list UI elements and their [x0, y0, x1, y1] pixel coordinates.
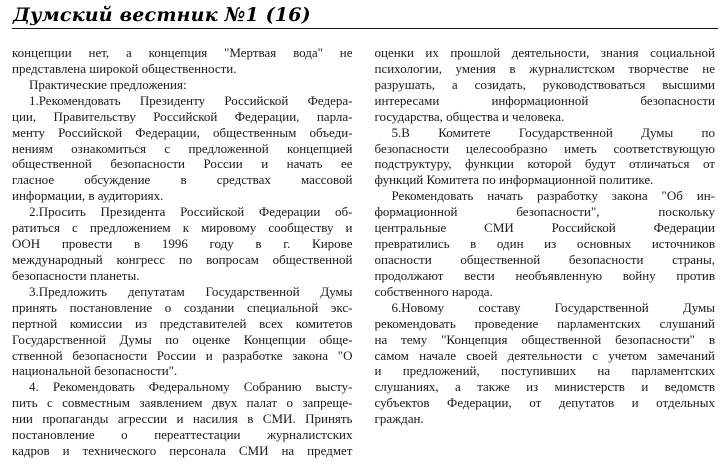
article-columns [0, 45, 728, 459]
text-line: 5.В Комитете Государственной Думы по [391, 124, 715, 140]
masthead [0, 0, 728, 26]
text-line: подструктуру, функции которой будут отличаться от [374, 156, 715, 172]
text-line: нии пропаганды агрессии и насилия в СМИ. Принять [12, 411, 353, 427]
text-line: и предложений, поступивших на парламентских [374, 363, 715, 379]
text-line: продолжают вести необъявленную войну против [374, 267, 715, 283]
text-line: центральные СМИ Российской Федерации [374, 220, 715, 236]
text-line: интересами информационной безопасности [374, 92, 715, 108]
text-line: 1.Рекомендовать Президенту Российской Федера- [29, 92, 353, 108]
text-line: информации, в аудиториях. [12, 188, 164, 204]
text-line: Государственной Думы по оценке Концепции обще- [12, 331, 353, 347]
text-line: субъектов Федерации, от депутатов и отдельных [374, 395, 715, 411]
text-line: граждан. [374, 411, 424, 427]
text-line: самом начале своей деятельности с учетом замечаний [374, 347, 715, 363]
text-line: менту Российской Федерации, общественным объеди- [12, 124, 353, 140]
text-line: опасности общественной безопасности страны, [374, 251, 715, 267]
text-line: концепции нет, а концепция "Мертвая вода" не [12, 45, 353, 60]
text-line: формационной безопасности", поскольку [374, 204, 715, 220]
text-line: ции, Правительству Российской Федерации, парла- [12, 108, 353, 124]
text-line: пертной комиссии из представителей всех комитетов [12, 315, 353, 331]
text-line: кадров и технического персонала СМИ на предмет [12, 443, 353, 459]
text-line: 4. Рекомендовать Федеральному Собранию высту- [29, 379, 353, 395]
text-line: 6.Новому составу Государственной Думы [391, 299, 715, 315]
text-line: собственного народа. [374, 283, 493, 299]
text-line: гласное обсуждение в средствах массовой [12, 172, 353, 188]
text-line: общественной безопасности России и начать ее [12, 156, 353, 172]
text-line: международный конгресс по вопросам общественной [12, 251, 353, 267]
text-line: ООН провести в 1996 году в г. Кирове [12, 236, 353, 252]
text-line: Рекомендовать начать разработку закона "Об ин- [391, 188, 715, 204]
text-line: представлена широкой общественности. [12, 60, 237, 76]
column-right [375, 45, 716, 459]
text-line: Практические предложения: [29, 76, 187, 92]
text-line: ратиться с предложением к мировому сообществу и [12, 220, 353, 236]
text-line: нениям ознакомиться с предложенной концепцией [12, 140, 353, 156]
text-line: постановление о переаттестации журналистских [12, 427, 353, 443]
text-line: на тему "Концепция общественной безопасности" в [374, 331, 715, 347]
masthead-rule [12, 28, 718, 29]
text-line: государства, общества и человека. [374, 108, 565, 124]
text-line: ственной безопасности России и разработке закона "О [12, 347, 353, 363]
text-line: безопасности планеты. [12, 267, 140, 283]
text-line: разрушать, а созидать, руководствоваться высшими [374, 76, 715, 92]
text-line: безопасности целесообразно иметь соответствующую [374, 140, 715, 156]
column-left [12, 45, 353, 459]
text-line: превратились в один из основных источников [374, 236, 715, 252]
text-line: 2.Просить Президента Российской Федерации об- [29, 204, 353, 220]
text-line: рекомендовать проведение парламентских слушаний [374, 315, 715, 331]
text-line: функций Комитета по информационной политике. [374, 172, 654, 188]
text-line: психологии, умения в журналистском творчестве не [374, 60, 715, 76]
text-line: принять постановление о создании специальной экс- [12, 299, 353, 315]
text-line: слушаниях, а также из министерств и ведомств [374, 379, 715, 395]
text-line: пить с совместным заявлением двух палат о запреще- [12, 395, 353, 411]
newsletter-title: Думский вестник №1 (16) [13, 4, 311, 26]
text-line: 3.Предложить депутатам Государственной Думы [29, 283, 353, 299]
text-line: оценки их прошлой деятельности, знания социальной [374, 45, 715, 60]
text-line: национальной безопасности". [12, 363, 178, 379]
